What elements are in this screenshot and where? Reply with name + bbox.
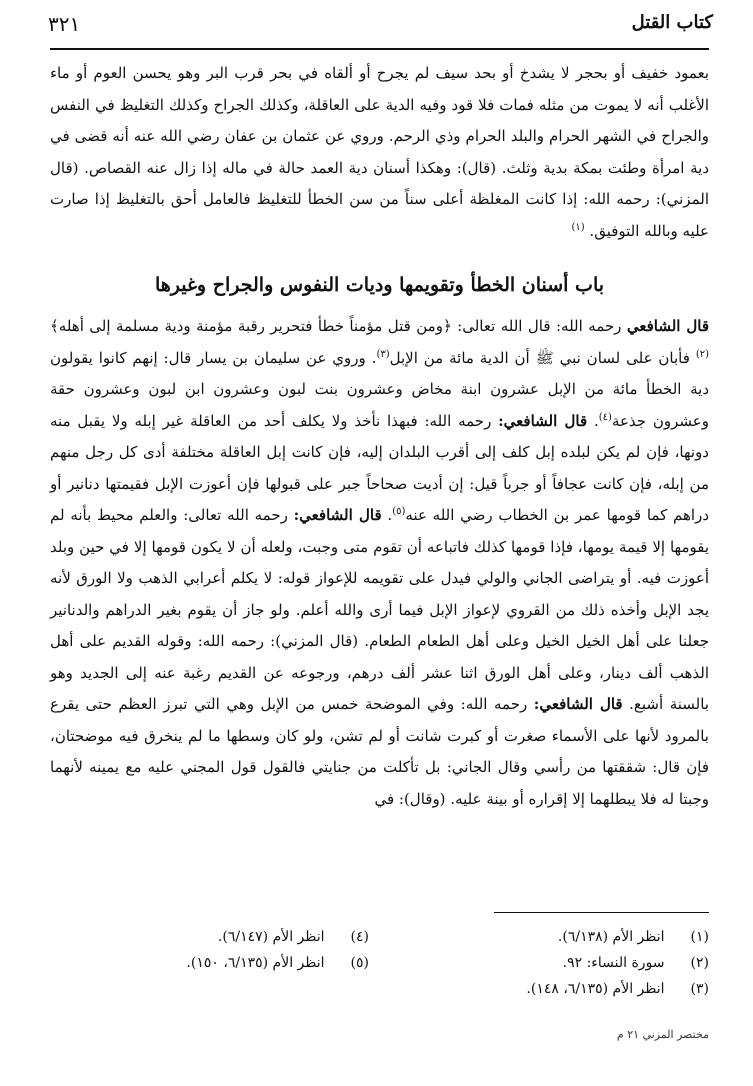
footnote-text: انظر الأم (٦/١٣٥، ١٥٠). [186, 955, 325, 971]
footnote-number: (٣) [690, 981, 709, 997]
intro-paragraph [50, 58, 709, 247]
main-text-e: رحمه الله: فبهذا نأخذ ولا يكلف أحد من العاقلة غير إبله ولا يقبل منه دونها، فإن لم يكن لبلده إبل كلف إلى أقرب البلدان إليه، فإن كانت إبل العاقلة مختلفة أدى كل رجل منهم من إبله، فإن كانت عجافاً أو جرباً قيل: إن أديت صحاحاً جبر على قبولها فإن أعوزت الإبل فقيمتها دنانير أو دراهم كما قومها عمر بن الخطاب رضي الله عنه [50, 411, 709, 524]
footnote-text: انظر الأم (٦/١٤٧). [217, 929, 325, 945]
speaker-label: قال الشافعي [626, 317, 709, 335]
main-text-h: رحمه الله: وفي الموضحة خمس من الإبل وهي التي تبرز العظم حتى يقرع بالمرود لأنها على الأسماء صغرت أو كبرت شانت أو لم تشن، ولو كان وسطها ما لم ينخرق فيه موضحتان، فإن قال: شققتها من رأسي وقال الجاني: بل تأكلت من جنايتي فالقول قول المجني عليه مع يمينه لأنهما وجبتا له فلا يبطلهما إلا إقراره أو بينة عليه. (وقال): في [50, 695, 709, 808]
footnote-number: (١) [690, 929, 709, 945]
footnotes-column-left [49, 924, 369, 976]
speaker-label: قال الشافعي: [533, 695, 623, 713]
footnote-text: سورة النساء: ٩٢. [562, 955, 665, 971]
footnote-marker-2[interactable]: (٢) [695, 348, 709, 360]
main-text-c: . وروي عن سليمان بن يسار قال: إنهم كانوا يقولون دية الخطأ مائة من الإبل عشرون ابنة مخاض وعشرون بنت لبون وعشرون ابن لبون وعشرون حقة وعشرون جذعة [50, 348, 709, 430]
main-text-d: . [587, 411, 599, 430]
footnote-item [389, 950, 709, 976]
footnote-marker-3[interactable]: (٣) [376, 348, 390, 360]
header-rule [50, 48, 709, 50]
page-header [48, 12, 713, 48]
running-title: كتاب القتل [631, 12, 713, 33]
footnote-marker-1[interactable]: (١) [571, 221, 585, 233]
speaker-label: قال الشافعي: [498, 411, 588, 430]
main-text-g: رحمه الله تعالى: والعلم محيط بأنه لم يقومها إلا قيمة يومها، فإذا قومها كذلك فاتباعه أن تقوم متى وجبت، ولعله أن لا يكون قومها إلا في حين وبلد أعوزت فيه. أو يتراضى الجاني والولي فيدل على تقويمه للإعواز قوله: لا يكلم أعرابي الذهب ولا الورق لأنه يجد الإبل وأخذه ذلك من القروي لإعواز الإبل فيما أرى والله أعلم. ولو جاز أن يقوم بغير الدراهم والدنانير جعلنا على أهل الخيل الخيل وعلى أهل الطعام الطعام. (قال المزني): رحمه الله: وقوله القديم على أهل الذهب ألف دينار، وعلى أهل الورق اثنا عشر ألف درهم، ورجوعه عن القديم رغبة عنه إلى الجديد وهو بالسنة أشبع. [50, 506, 709, 713]
page-number: ٣٢١ [48, 12, 81, 36]
footnote-marker-4[interactable]: (٤) [598, 411, 612, 423]
footnote-number: (٥) [350, 955, 369, 971]
footnote-marker-5[interactable]: (٥) [392, 506, 406, 517]
footnote-item [49, 950, 369, 976]
intro-text: بعمود خفيف أو بحجر لا يشدخ أو بحد سيف لم يجرح أو ألقاه في بحر قرب البر وهو يحسن العوم أو ماء الأغلب أنه لا يموت من مثله فمات فلا قود وفيه الدية على العاقلة، وكذلك الجراح وكذلك التغليظ في النفس والجراح في الشهر الحرام والبلد الحرام وذي الرحم. وروي عن عثمان بن عفان رضي الله عنه أنه قضى في دية امرأة وطئت بمكة بدية وثلث. (قال): وهكذا أسنان دية العمد حالة في ماله إذا زال عنه القصاص. (قال المزني): رحمه الله: إذا كانت المغلظة أعلى سناً من سن الخطأ للتغليظ فالعامل أحق بالتغليظ إذا صارت عليه وبالله التوفيق. [50, 64, 709, 240]
footnote-text: انظر الأم (٦/١٣٥، ١٤٨). [526, 981, 665, 997]
footnote-number: (٢) [690, 955, 709, 971]
footnote-rule [494, 912, 709, 913]
main-text-f: . [381, 506, 393, 524]
footnote-item [389, 924, 709, 950]
main-text-a: رحمه الله: قال الله تعالى: ﴿ومن قتل مؤمناً خطأ فتحرير رقبة مؤمنة ودية مسلمة إلى أهله﴾ [50, 317, 627, 335]
bottom-signature: مختصر المزني ٢١ م [616, 1028, 709, 1041]
footnote-number: (٤) [350, 929, 369, 945]
footnote-item [49, 924, 369, 950]
main-paragraph [50, 311, 709, 815]
speaker-label: قال الشافعي: [293, 506, 382, 524]
section-heading: باب أسنان الخطأ وتقويمها وديات النفوس والجراح وغيرها [154, 274, 605, 296]
footnote-item [389, 976, 709, 1002]
page-body [50, 58, 709, 815]
footnotes-column-right [389, 924, 709, 1002]
footnote-text: انظر الأم (٦/١٣٨). [557, 929, 665, 945]
main-text-b: فأبان على لسان نبي ﷺ أن الدية مائة من الإبل [389, 348, 696, 367]
